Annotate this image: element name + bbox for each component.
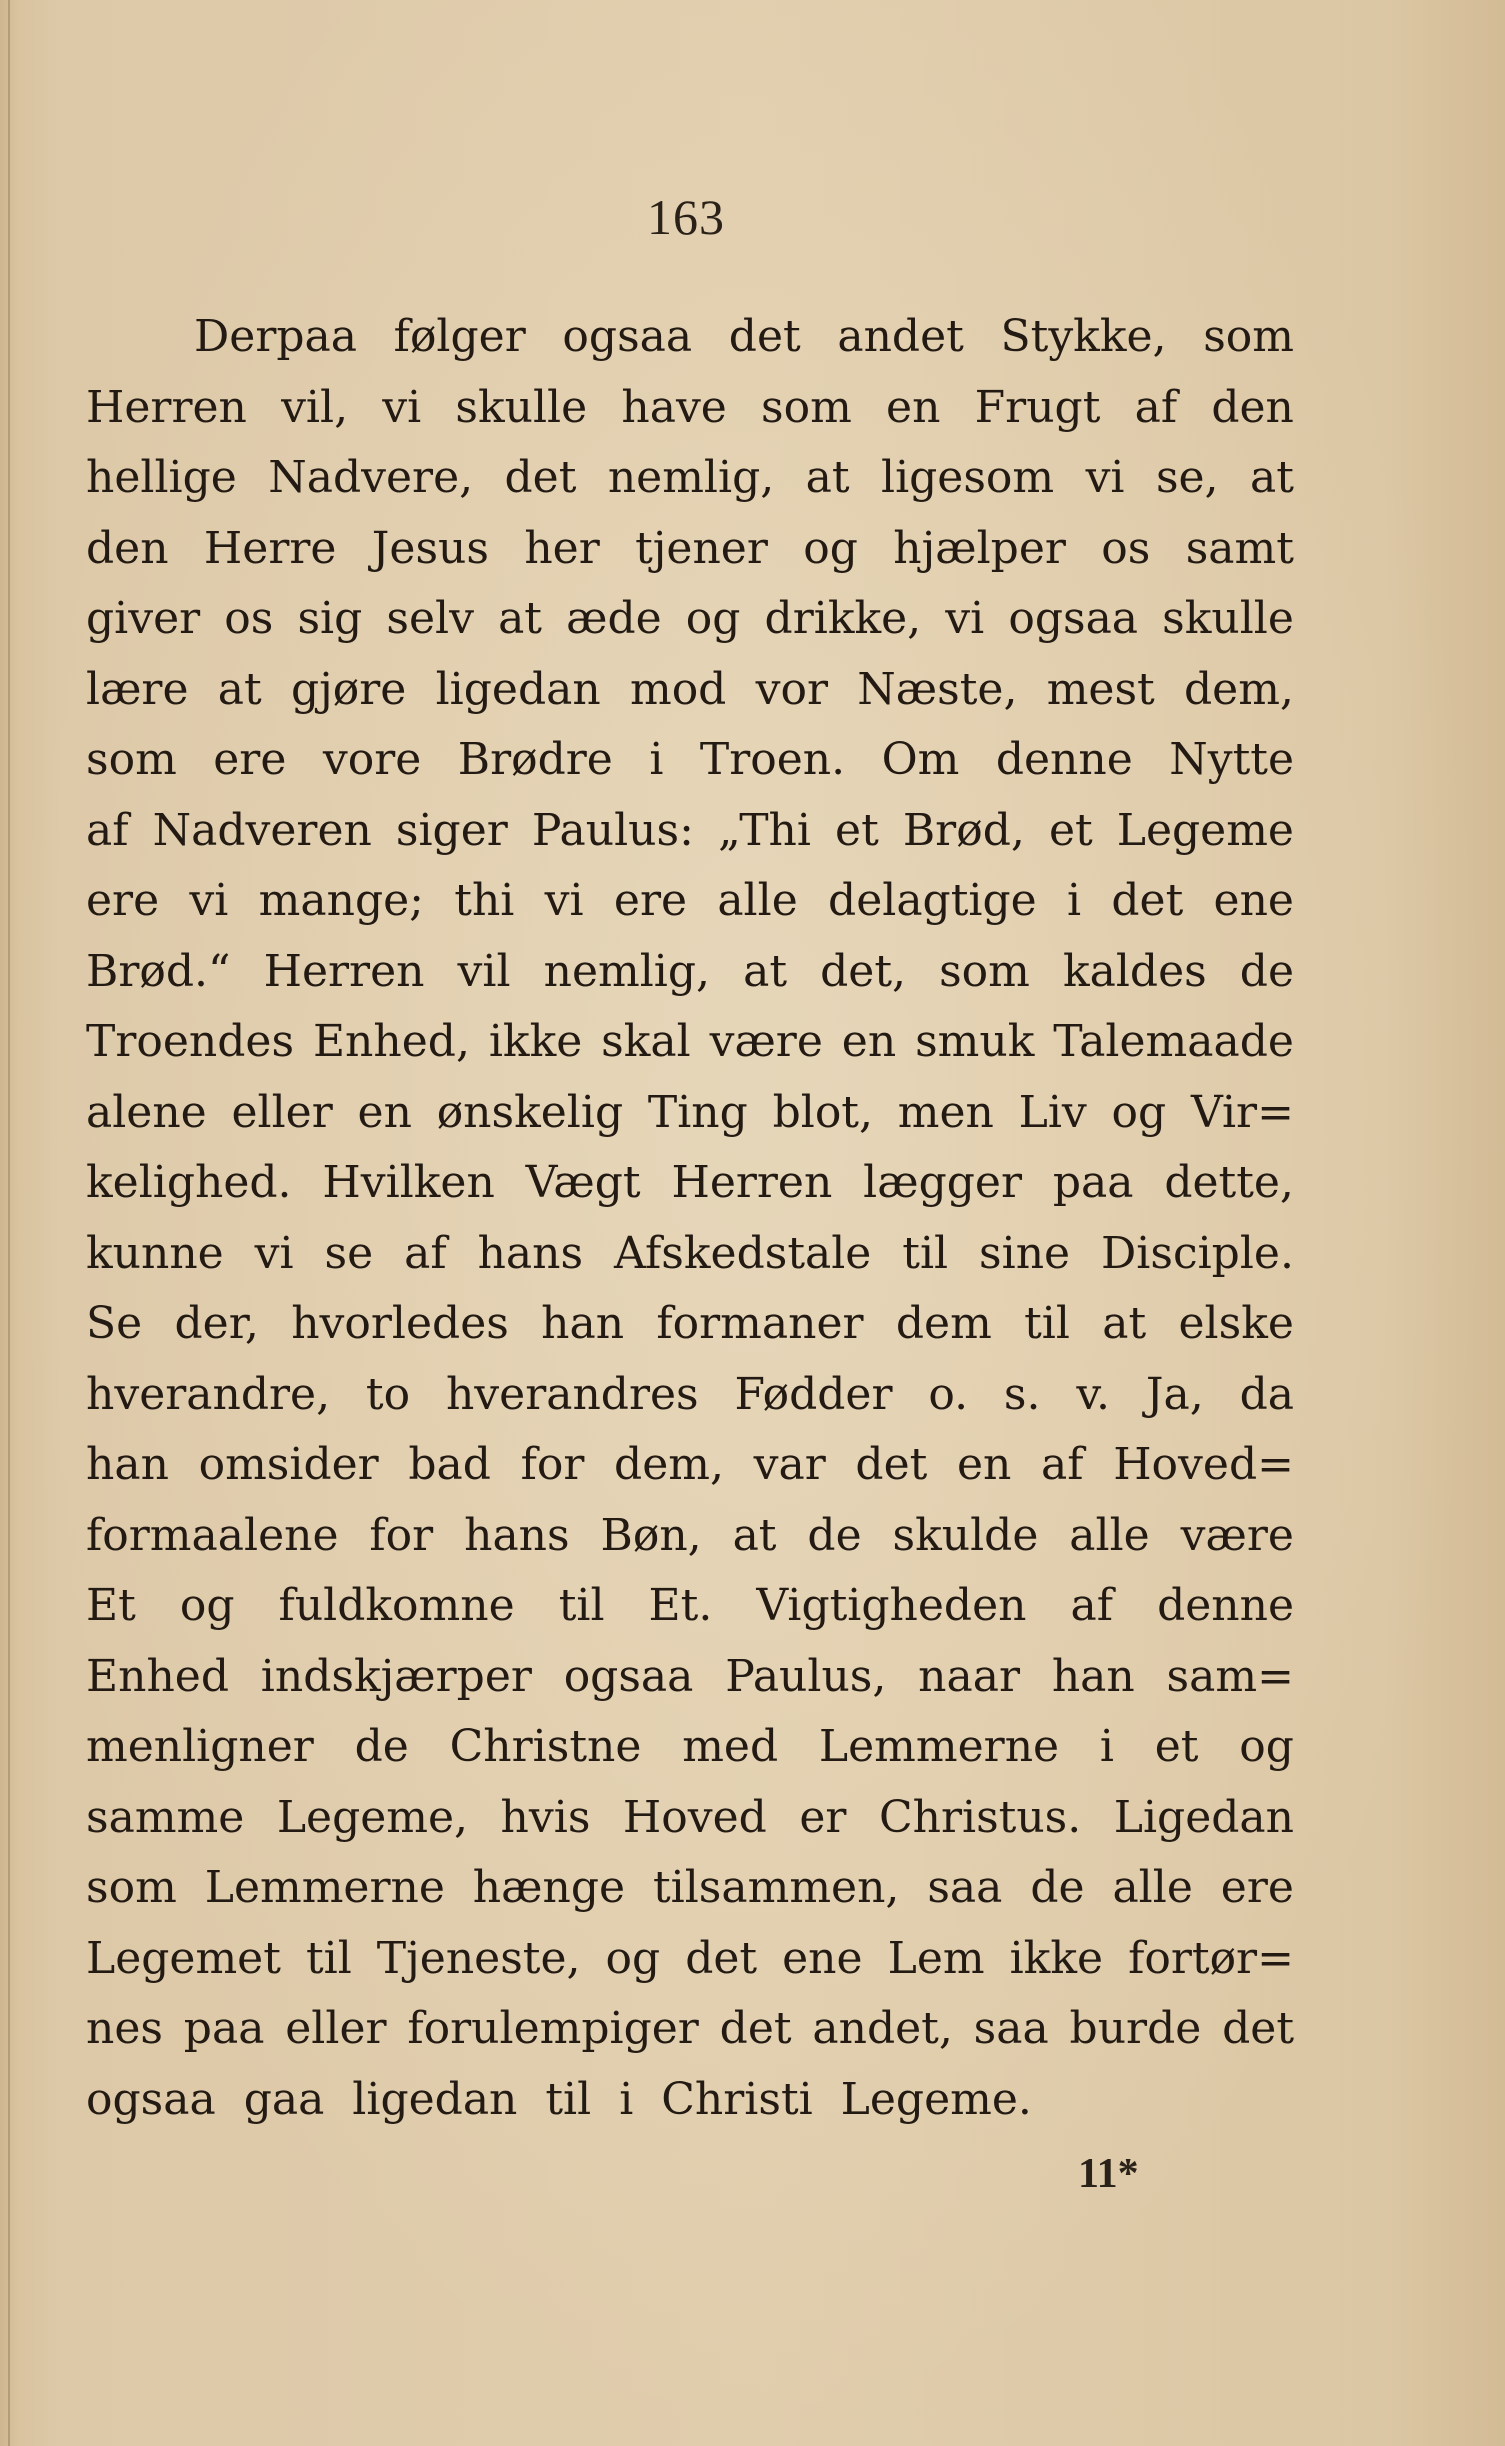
text-line: Legemet til Tjeneste, og det ene Lem ikke fortør= <box>86 1932 1294 1984</box>
text-line: han omsider bad for dem, var det en af Hoved= <box>86 1439 1294 1490</box>
text-line: Troendes Enhed, ikke skal være en smuk Talemaade <box>86 1016 1294 1067</box>
text-line: Se der, hvorledes han formaner dem til at elske <box>86 1298 1294 1349</box>
text-line: Derpaa følger ogsaa det andet Stykke, som <box>194 311 1294 362</box>
text-line: Brød.“ Herren vil nemlig, at det, som kaldes de <box>86 945 1294 997</box>
text-line: hellige Nadvere, det nemlig, at ligesom vi se, at <box>86 452 1294 503</box>
text-line: Et og fuldkomne til Et. Vigtigheden af denne <box>86 1580 1294 1631</box>
text-line: som Lemmerne hænge tilsammen, saa de alle ere <box>86 1862 1294 1913</box>
text-line: Herren vil, vi skulle have som en Frugt af den <box>86 381 1294 433</box>
text-line: formaalene for hans Bøn, at de skulde alle være <box>86 1509 1294 1561</box>
text-line: menligner de Christne med Lemmerne i et og <box>86 1721 1294 1772</box>
text-line: ere vi mange; thi vi ere alle delagtige i det ene <box>86 875 1294 926</box>
printer-signature-mark: 11* <box>1078 2151 1139 2197</box>
text-line: samme Legeme, hvis Hoved er Christus. Ligedan <box>86 1791 1294 1843</box>
text-line: hverandre, to hverandres Fødder o. s. v. Ja, da <box>86 1368 1294 1420</box>
page-number: 163 <box>647 189 725 245</box>
page-gutter-edge <box>8 0 10 2446</box>
text-line: ogsaa gaa ligedan til i Christi Legeme. <box>86 2073 1032 2125</box>
text-line: nes paa eller forulempiger det andet, saa burde det <box>86 2003 1294 2054</box>
text-line: alene eller en ønskelig Ting blot, men Liv og Vir= <box>86 1086 1294 1138</box>
text-line: kunne vi se af hans Afskedstale til sine Disciple. <box>86 1227 1294 1279</box>
text-line: den Herre Jesus her tjener og hjælper os samt <box>86 522 1294 574</box>
text-line: som ere vore Brødre i Troen. Om denne Nytte <box>86 734 1294 785</box>
text-line: af Nadveren siger Paulus: „Thi et Brød, et Legeme <box>86 804 1294 856</box>
text-line: lære at gjøre ligedan mod vor Næste, mest dem, <box>86 663 1294 715</box>
text-line: giver os sig selv at æde og drikke, vi ogsaa skulle <box>86 593 1294 644</box>
text-line: kelighed. Hvilken Vægt Herren lægger paa dette, <box>86 1157 1294 1208</box>
text-line: Enhed indskjærper ogsaa Paulus, naar han sam= <box>86 1650 1294 1702</box>
body-text <box>86 302 1294 2135</box>
